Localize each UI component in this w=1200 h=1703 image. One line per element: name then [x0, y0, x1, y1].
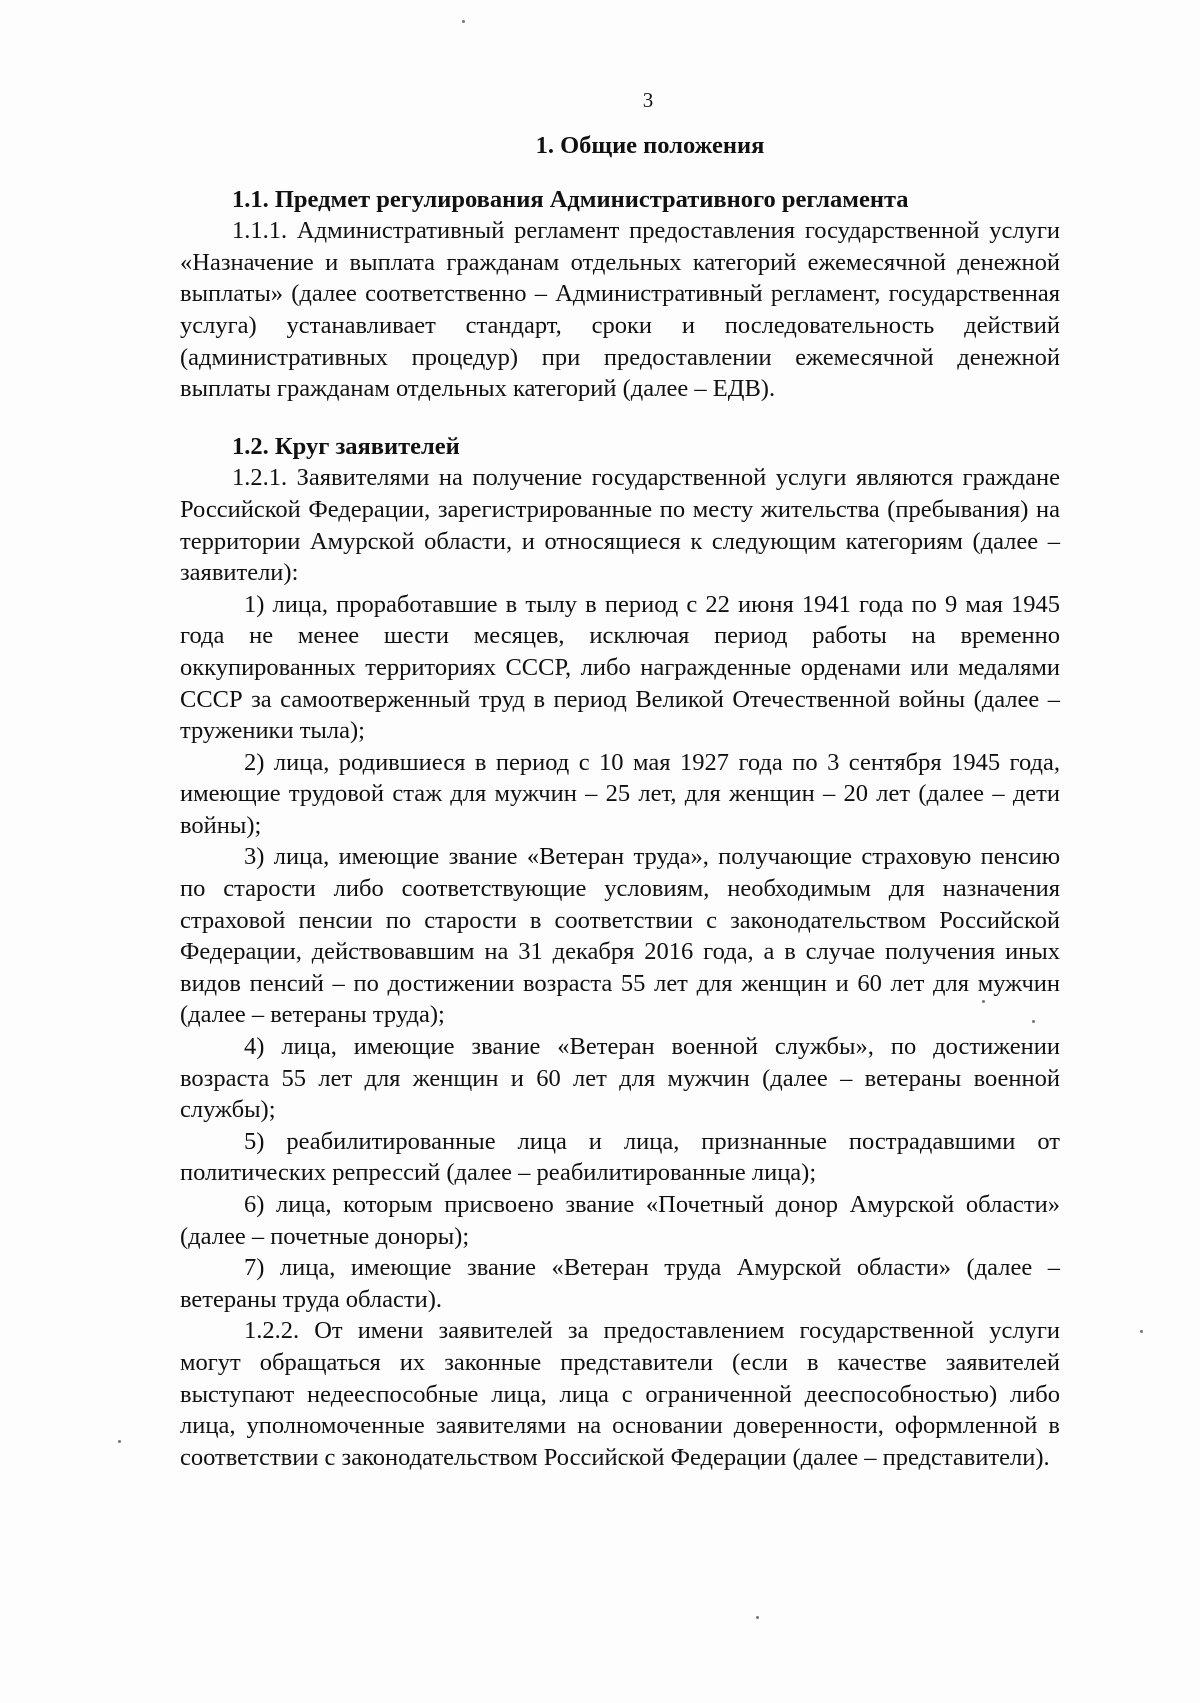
paragraph-1-2-1: 1.2.1. Заявителями на получение государственной услуги являются граждане Российской Федерации, зарегистрированные по месту жительства (пребывания) на территории Амурской области, и относящиеся к следующим категориям (далее – заявители):: [180, 464, 1060, 587]
scan-speck: [118, 1440, 121, 1443]
spacer: [180, 405, 1060, 431]
list-item-1: 1) лица, проработавшие в тылу в период с 22 июня 1941 года по 9 мая 1945 года не менее шести месяцев, исключая период работы на временно оккупированных территориях СССР, либо награжденные орденами или медалями СССР за самоотверженный труд в период Великой Отечественной войны (далее – труженики тыла);: [180, 590, 1060, 745]
scan-speck: [982, 1000, 985, 1003]
page-number: 3: [642, 88, 654, 112]
scan-speck: [1140, 1330, 1143, 1333]
scan-speck: [1032, 1020, 1035, 1023]
paragraph-1-1-1: 1.1.1. Административный регламент предоставления государственной услуги «Назначение и выплата гражданам отдельных категорий ежемесячной денежной выплаты» (далее соответственно – Административный регламент, государственная услуга) устанавливает стандарт, сроки и последовательность действий (административных процедур) при предоставлении ежемесячной денежной выплаты гражданам отдельных категорий (далее – ЕДВ).: [180, 217, 1060, 403]
scan-speck: [462, 20, 465, 23]
subsection-heading-1-2: 1.2. Круг заявителей: [232, 432, 460, 460]
scan-speck: [756, 1616, 759, 1619]
document-body: [180, 130, 1060, 1473]
list-item-6: 6) лица, которым присвоено звание «Почетный донор Амурской области» (далее – почетные доноры);: [180, 1191, 1060, 1250]
list-item-4: 4) лица, имеющие звание «Ветеран военной службы», по достижении возраста 55 лет для женщин и 60 лет для мужчин (далее – ветераны военной службы);: [180, 1033, 1060, 1124]
paragraph-1-2-2: 1.2.2. От имени заявителей за предоставлением государственной услуги могут обращаться их законные представители (если в качестве заявителей выступают недееспособные лица, лица с ограниченной дееспособностью) либо лица, уполномоченные заявителями на основании доверенности, оформленной в соответствии с законодательством Российской Федерации (далее – представители).: [180, 1317, 1060, 1471]
list-item-3: 3) лица, имеющие звание «Ветеран труда», получающие страховую пенсию по старости либо соответствующие условиям, необходимым для назначения страховой пенсии по старости в соответствии с законодательством Российской Федерации, действовавшим на 31 декабря 2016 года, а в случае получения иных видов пенсий – по достижении возраста 55 лет для женщин и 60 лет для мужчин (далее – ветераны труда);: [180, 843, 1060, 1029]
list-item-2: 2) лица, родившиеся в период с 10 мая 1927 года по 3 сентября 1945 года, имеющие трудовой стаж для мужчин – 25 лет, для женщин – 20 лет (далее – дети войны);: [180, 748, 1060, 839]
subsection-heading-1-1: 1.1. Предмет регулирования Административного регламента: [232, 185, 909, 213]
section-title: 1. Общие положения: [535, 132, 765, 159]
list-item-5: 5) реабилитированные лица и лица, признанные пострадавшими от политических репрессий (далее – реабилитированные лица);: [180, 1127, 1060, 1187]
list-item-7: 7) лица, имеющие звание «Ветеран труда Амурской области» (далее – ветераны труда области).: [180, 1254, 1060, 1313]
